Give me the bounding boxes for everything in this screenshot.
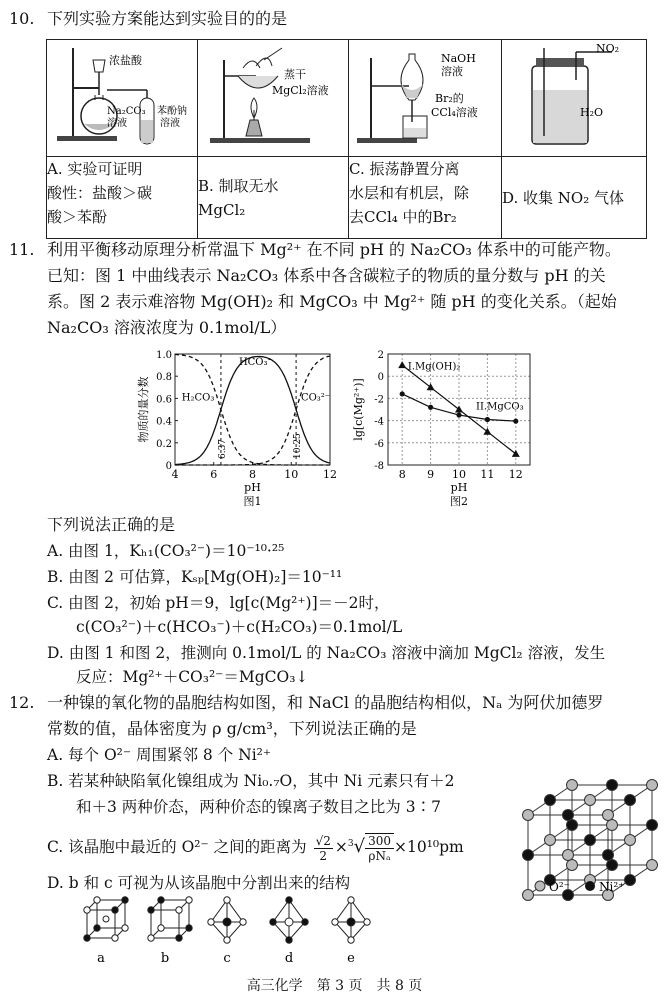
struct-label: b [160,951,170,966]
f2-xtick-label: 11 [480,468,495,481]
q10-apparatus-c [349,40,501,152]
struct-atom [223,918,231,926]
f1-title: 图1 [243,495,262,508]
oxide-legend-marker [535,881,545,891]
q12-line1: 一种镍的氧化物的晶胞结构如图，和 NaCl 的晶胞结构相似，Nₐ 为阿伏加德罗 [47,693,604,712]
struct-atom [158,897,164,903]
f1-xlabel: pH [244,481,261,494]
label-h2o: H₂O [580,106,604,119]
f1-ylabel: 物质的量分数 [137,376,150,443]
q11-line3: 系。图 2 表示难溶物 Mg(OH)₂ 和 MgCO₃ 中 Mg²⁺ 随 pH 的变化关系。（起始 [47,292,617,311]
q12-option-a: A. 每个 O²⁻ 周围紧邻 8 个 Ni²⁺ [47,746,272,764]
struct-atom [240,919,246,925]
q10-experiment-table [46,39,647,239]
oxide-legend-label: O²⁻ [549,880,570,894]
struct-atom [224,937,230,943]
struct-atom [186,897,192,903]
oxide-ion [647,860,658,871]
q10-option-c: C. 振荡静置分离 水层和有机层，除 去CCl₄ 中的Br₂ [349,157,502,239]
oxide-ion [567,860,578,871]
f2-ylabel: lg[c(Mg²⁺)] [352,378,365,441]
q11-line1: 利用平衡移动原理分析常温下 Mg²⁺ 在不同 pH 的 Na₂CO₃ 体系中的可能产物。 [47,240,621,259]
oxide-ion [647,780,658,791]
label-evaporate: 蒸干 [284,68,306,81]
oxide-ion [607,820,618,831]
nickel-ion [607,780,618,791]
q11-option-b: B. 由图 2 可估算，Kₛₚ[Mg(OH)₂]＝10⁻¹¹ [47,568,343,586]
f1-vline-label: 10.25 [293,433,304,459]
f1-ytick-label: 0 [165,461,172,472]
label-phenoxide-sol: 溶液 [160,118,180,129]
struct-atom [332,919,338,925]
q10-diagram-b-cell [198,40,349,157]
f2-point-mgco3 [428,405,433,410]
f1-xtick-label: 12 [323,468,337,481]
nickel-legend-label: Ni²⁺ [599,880,625,894]
struct-atom [112,935,118,941]
nio-crystal-cell [510,745,660,905]
f2-point-mgco3 [456,412,461,417]
f1-vline-label: 6.37 [217,438,228,459]
f1-ytick-label: 0.6 [156,394,172,406]
struct-atom [347,918,355,926]
struct-atom [270,919,276,925]
q11-number: 11. [9,240,35,259]
q10-option-b: B. 制取无水 MgCl₂ [198,157,349,239]
f1-series-hco3 [175,357,330,465]
struct-atom [224,897,230,903]
label-no2: NO₂ [596,42,620,55]
struct-atom [94,897,100,903]
struct-atom [348,897,354,903]
nickel-ion [625,795,636,806]
nickel-ion [647,820,658,831]
label-phenoxide: 苯酚钠 [157,106,187,117]
f1-legend-h2co3: H₂CO₃ [181,392,215,404]
f1-ytick-label: 0.4 [156,416,172,428]
f1-series-h2co3 [175,355,330,466]
label-mgcl2-sol: MgCl₂溶液 [272,84,329,97]
struct-atom [103,916,109,922]
q10-option-d: D. 收集 NO₂ 气体 [502,157,647,239]
q10-apparatus-a [47,40,197,152]
struct-atom [122,897,128,903]
q10-number: 10. [9,9,35,28]
struct-label: e [347,951,355,966]
f1-ytick-label: 0.8 [156,372,172,384]
f2-ytick-label: -4 [374,416,384,428]
q11-prompt: 下列说法正确的是 [47,515,176,534]
label-conc-hcl: 浓盐酸 [109,54,142,67]
struct-atom [148,935,154,941]
f1-legend-co3: CO₃²⁻ [300,392,331,404]
f1-xtick-label: 4 [171,468,179,481]
f2-ytick-label: -2 [374,394,384,406]
struct-atom [94,925,100,931]
label-br2: Br₂的 [435,92,464,105]
f2-xtick-label: 8 [398,468,406,481]
struct-atom [148,907,154,913]
page-footer: 高三化学 第 3 页 共 8 页 [246,978,423,994]
nickel-ion [523,850,534,861]
struct-label: c [223,951,231,966]
f2-xtick-label: 12 [508,468,523,481]
q10-diagram-d-cell [502,40,647,157]
struct-atom [364,919,370,925]
q10-diagram-c-cell [349,40,502,157]
f2-xlabel: pH [450,481,468,494]
f1-series-co3 [175,356,330,465]
q10-apparatus-d [502,40,646,152]
q12-number: 12. [9,693,35,712]
oxide-ion [625,835,636,846]
f2-xtick-label: 10 [452,468,466,481]
q12-option-d: D. b 和 c 可视为从该晶胞中分割出来的结构 [47,874,351,892]
nickel-ion [567,820,578,831]
f2-point-mgco3 [513,419,518,424]
oxide-ion [523,810,534,821]
struct-atom [84,935,90,941]
q12-option-b2: 和＋3 两种价态，两种价态的镍离子数目之比为 3∶7 [76,798,441,816]
oxide-ion [563,850,574,861]
figure-1-chart [135,340,345,515]
struct-atom [208,919,214,925]
f1-frame [175,354,330,465]
f2-point-mgco3 [400,391,405,396]
f1-ytick-label: 1.0 [156,350,172,361]
struct-atom [122,925,128,931]
label-na2co3: Na₂CO₃ [107,106,146,117]
nickel-ion [603,850,614,861]
nickel-legend-marker [585,881,595,891]
label-ccl4-sol: CCl₄溶液 [431,106,478,119]
q12-option-c: C. 该晶胞中最近的 O²⁻ 之间的距离为 $\frac{√2}{2}$ ×$^3$√ 300 ρNₐ ×10¹⁰pm [47,833,464,864]
nickel-ion [585,835,596,846]
struct-atom [186,925,192,931]
nickel-ion [625,875,636,886]
f2-ytick-label: -8 [374,461,384,472]
f2-point-mgco3 [485,417,490,422]
q10-stem: 下列实验方案能达到实验目的的是 [47,9,288,28]
oxide-ion [567,780,578,791]
q12-line2: 常数的值，晶体密度为 ρ g/cm³，下列说法正确的是 [47,719,417,738]
struct-atom [286,897,292,903]
struct-atom [158,925,164,931]
q11-option-c1: C. 由图 2，初始 pH＝9，lg[c(Mg²⁺)]＝－2时， [47,594,390,612]
oxide-ion [585,795,596,806]
struct-atom [112,907,118,913]
struct-label: d [284,951,294,966]
q11-option-c2: c(CO₃²⁻)＋c(HCO₃⁻)＋c(H₂CO₃)＝0.1mol/L [76,618,403,636]
struct-atom [348,937,354,943]
f2-title: 图2 [450,495,468,508]
f1-ytick-label: 0.2 [156,438,172,450]
q11-line2: 已知：图 1 中曲线表示 Na₂CO₃ 体系中各含碳粒子的物质的量分数与 pH 的关 [47,266,606,285]
oxide-ion [545,835,556,846]
q11-option-d1: D. 由图 1 和图 2，推测向 0.1mol/L 的 Na₂CO₃ 溶液中滴加 MgCl₂ 溶液，发生 [47,644,606,662]
q12-option-b1: B. 若某种缺陷氧化镍组成为 Ni₀.₇O，其中 Ni 元素只有＋2 [47,772,455,790]
oxide-ion [523,890,534,901]
q10-apparatus-b [198,40,348,152]
q11-line4: Na₂CO₃ 溶液浓度为 0.1mol/L） [47,318,287,337]
f2-legend-mgco3: II.MgCO₃ [476,401,524,413]
f2-legend-mgoh2: I.Mg(OH)₂ [407,361,461,373]
struct-atom [286,937,292,943]
struct-label: a [97,951,105,966]
nickel-ion [563,810,574,821]
f2-point-mgoh2 [398,361,406,368]
label-na2co3-sol: 溶液 [107,118,127,129]
figure-2-chart [350,340,540,515]
f1-xtick-label: 6 [210,468,218,481]
struct-atom [84,907,90,913]
nickel-ion [545,795,556,806]
q11-option-d2: 反应：Mg²⁺＋CO₃²⁻＝MgCO₃↓ [76,668,309,686]
f1-xtick-label: 8 [249,468,256,481]
struct-atom [176,935,182,941]
q10-diagram-a-cell [47,40,198,157]
f1-legend-hco3: HCO₃⁻ [238,357,273,369]
label-naoh: NaOH [441,52,476,65]
q11-option-a: A. 由图 1，Kₕ₁(CO₃²⁻)＝10⁻¹⁰·²⁵ [47,542,285,560]
f1-xtick-label: 10 [284,468,299,481]
f2-ytick-label: 0 [377,372,384,384]
oxide-ion [603,810,614,821]
f2-ytick-label: 2 [377,350,384,361]
q10-option-a: A. 实验可证明 酸性：盐酸＞碳 酸＞苯酚 [47,157,198,239]
struct-atom [176,907,182,913]
label-naoh-sol: 溶液 [441,65,463,78]
f2-ytick-label: -6 [374,438,384,450]
struct-atom [302,919,308,925]
nickel-ion [607,860,618,871]
struct-atom [285,918,293,926]
f2-xtick-label: 9 [427,468,435,481]
q12-structures [75,896,395,968]
